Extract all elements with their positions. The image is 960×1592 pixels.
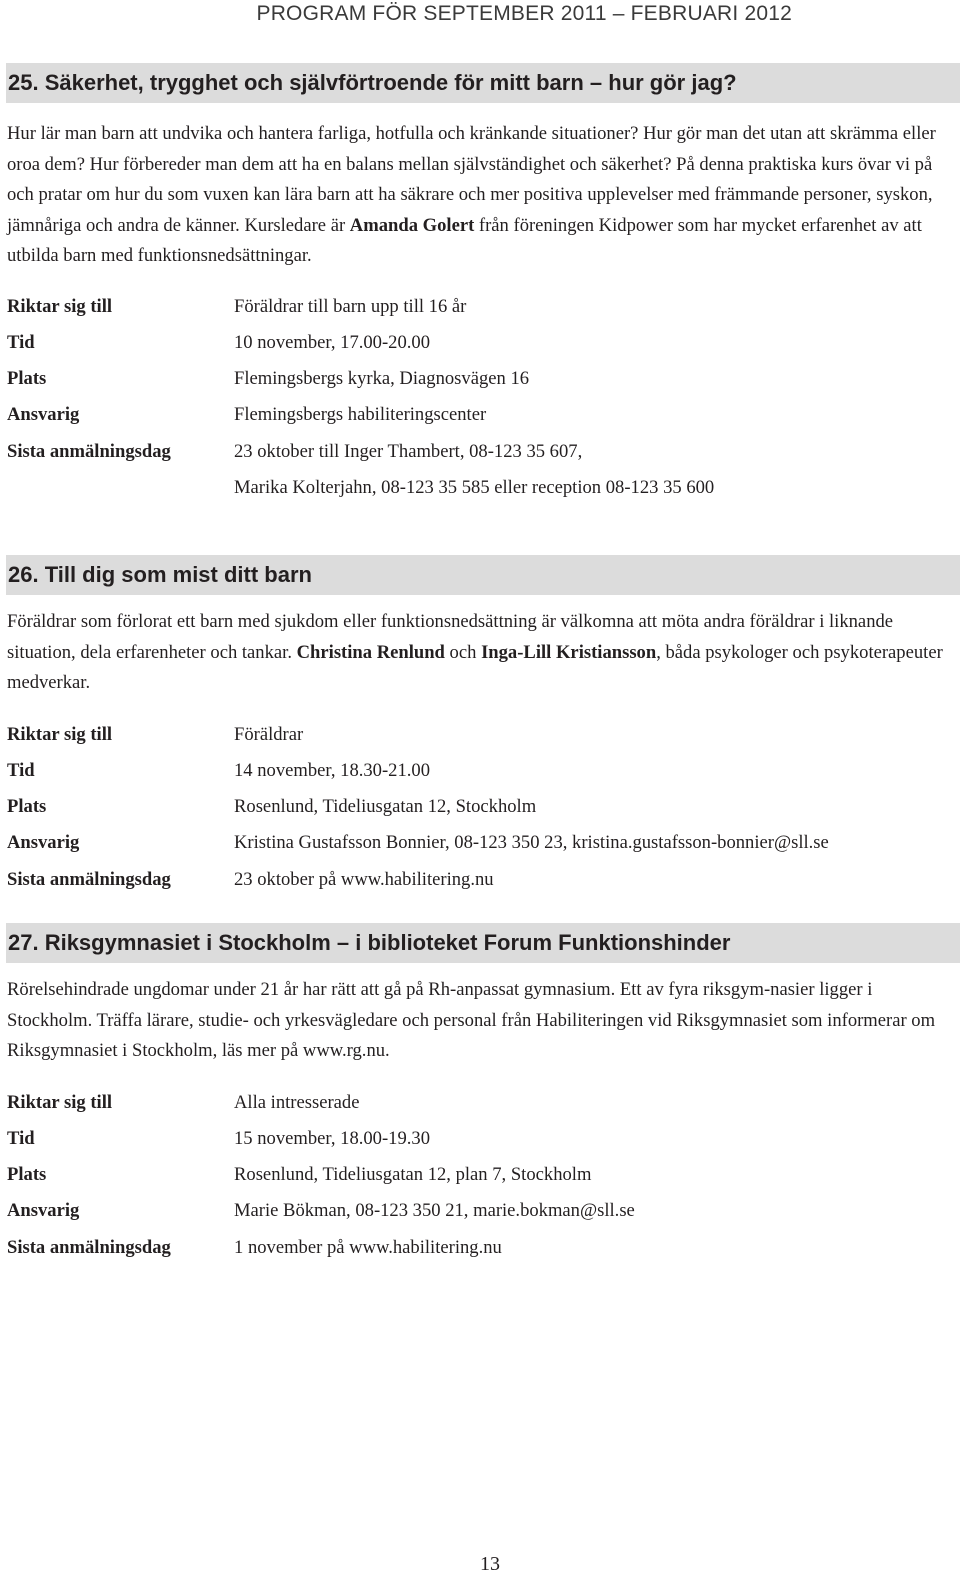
section-heading-bar	[6, 555, 960, 595]
description-text: Hur lär man barn att undvika och hantera farliga, hotfulla och kränkande situationer? Hur gör man det utan att skrämma eller oroa dem? Hur förbereder man dem att ha en balans mellan självständighet och säkerhet? På denna praktiska kurs övar vi på och pratar om hur du som vuxen kan lära barn att ha säkrare och mer positiva upplevelser med främmande personer, syskon, jämnåriga och andra de känner. Kursledare är	[7, 123, 936, 236]
section-description	[7, 975, 952, 1067]
info-value: 14 november, 18.30-21.00	[234, 759, 431, 781]
info-label: Ansvarig	[7, 1200, 80, 1222]
info-label: Plats	[7, 796, 47, 818]
info-row-deadline	[7, 441, 960, 477]
info-value: Marika Kolterjahn, 08-123 35 585 eller reception 08-123 35 600	[234, 476, 715, 498]
info-row-time	[7, 760, 960, 796]
info-value: 23 oktober till Inger Thambert, 08-123 35 607,	[234, 440, 583, 462]
participant-name: Christina Renlund	[296, 641, 445, 663]
info-row-target	[7, 724, 960, 760]
section-heading-bar	[6, 63, 960, 103]
info-row-deadline-continued	[7, 477, 960, 513]
info-row-time	[7, 1128, 960, 1164]
info-label: Sista anmälningsdag	[7, 868, 171, 890]
section-heading-bar	[6, 923, 960, 963]
info-value: 10 november, 17.00-20.00	[234, 331, 431, 353]
section-title: 27. Riksgymnasiet i Stockholm – i biblioteket Forum Funktionshinder	[8, 930, 731, 955]
info-label: Plats	[7, 1164, 47, 1186]
description-text: Rörelsehindrade ungdomar under 21 år har rätt att gå på Rh-anpassat gymnasium. Ett av fyra riksgym-nasier ligger i Stockholm. Träffa lärare, studie- och yrkesvägledare och personal från Habiliteringen vid Riksgymnasiet som informerar om Riksgymnasiet i Stockholm, läs mer på www.rg.nu.	[7, 979, 936, 1061]
info-row-target	[7, 296, 960, 332]
info-value: 15 november, 18.00-19.30	[234, 1127, 431, 1149]
info-table	[7, 724, 960, 905]
info-value: Föräldrar	[234, 723, 304, 745]
info-row-deadline	[7, 869, 960, 905]
info-value: Alla intresserade	[234, 1091, 360, 1113]
description-text: från föreningen Kidpower som har mycket erfarenhet av att utbilda barn med funktionsnedsättningar.	[7, 214, 922, 266]
section-title: 25. Säkerhet, trygghet och självförtroende för mitt barn – hur gör jag?	[8, 70, 737, 95]
info-row-deadline	[7, 1237, 960, 1273]
info-row-responsible	[7, 832, 960, 868]
info-table	[7, 1092, 960, 1273]
description-text: Föräldrar som förlorat ett barn med sjukdom eller funktionsnedsättning är välkomna att möta andra föräldrar i liknande situation, dela erfarenheter och tankar.	[7, 611, 894, 663]
info-label: Plats	[7, 368, 47, 390]
info-label: Tid	[7, 1127, 35, 1149]
info-value: Flemingsbergs kyrka, Diagnosvägen 16	[234, 368, 530, 390]
info-label: Riktar sig till	[7, 1091, 113, 1113]
program-title: PROGRAM FÖR SEPTEMBER 2011 – FEBRUARI 2012	[256, 2, 792, 25]
info-label: Tid	[7, 331, 35, 353]
info-label: Riktar sig till	[7, 723, 113, 745]
info-label: Sista anmälningsdag	[7, 440, 171, 462]
info-value: Marie Bökman, 08-123 350 21, marie.bokman@sll.se	[234, 1200, 635, 1222]
description-text: och	[444, 641, 482, 663]
description-text: , båda psykologer och psykoterapeuter medverkar.	[7, 641, 943, 693]
info-row-target	[7, 1092, 960, 1128]
info-value: 23 oktober på www.habilitering.nu	[234, 868, 494, 890]
info-label: Tid	[7, 759, 35, 781]
info-row-responsible	[7, 1200, 960, 1236]
page-number: 13	[480, 1553, 500, 1575]
page-header	[0, 0, 960, 30]
info-label: Sista anmälningsdag	[7, 1236, 171, 1258]
info-value: Rosenlund, Tideliusgatan 12, plan 7, Stockholm	[234, 1164, 592, 1186]
info-row-place	[7, 1164, 960, 1200]
info-label: Ansvarig	[7, 832, 80, 854]
participant-name: Inga-Lill Kristiansson	[481, 641, 657, 663]
info-value: Föräldrar till barn upp till 16 år	[234, 295, 467, 317]
section-26	[0, 555, 960, 905]
info-table	[7, 296, 960, 514]
info-value: Kristina Gustafsson Bonnier, 08-123 350 23, kristina.gustafsson-bonnier@sll.se	[234, 832, 829, 854]
info-value: Flemingsbergs habiliteringscenter	[234, 404, 487, 426]
section-description	[7, 607, 952, 699]
info-row-place	[7, 368, 960, 404]
info-row-responsible	[7, 404, 960, 440]
section-27	[0, 923, 960, 1273]
info-label: Ansvarig	[7, 404, 80, 426]
section-title: 26. Till dig som mist ditt barn	[8, 562, 312, 587]
course-leader-name: Amanda Golert	[349, 214, 475, 236]
info-row-place	[7, 796, 960, 832]
info-value: Rosenlund, Tideliusgatan 12, Stockholm	[234, 796, 537, 818]
section-description	[7, 119, 952, 272]
section-25	[0, 63, 960, 513]
info-row-time	[7, 332, 960, 368]
info-label: Riktar sig till	[7, 295, 113, 317]
info-value: 1 november på www.habilitering.nu	[234, 1236, 502, 1258]
